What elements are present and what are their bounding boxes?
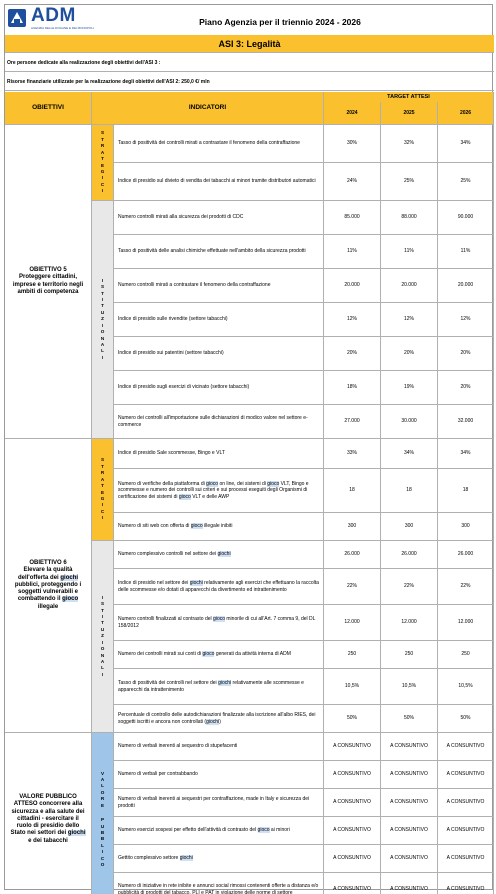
text-fragment: Numero di iniziative in rete inibite e annunci social rimossi contenenti offerte a distanza e/o pubblicità di prodotti del tabacco, PLI e PAT in violazione delle norme di settore — [118, 883, 319, 894]
block-label-ist — [92, 541, 114, 733]
target-value-2025: A CONSUNTIVO — [381, 789, 438, 817]
indicator-label — [118, 523, 232, 529]
target-value-2024: A CONSUNTIVO — [324, 761, 381, 789]
text-fragment: VLT, Bingo e scommesse e numero dei controlli sui criteri e sui processi eseguiti degli Organismi di certificazione dei sistemi di — [118, 481, 309, 500]
block-label-vp — [92, 733, 114, 894]
objective-fragment: OBIETTIVO 6 — [29, 560, 67, 567]
indicator-text — [114, 337, 324, 371]
label-letter: U — [100, 823, 105, 829]
document-title: Piano Agenzia per il triennio 2024 - 2026 — [199, 17, 361, 27]
header-year-2026: 2026 — [438, 102, 494, 125]
block-label-letters — [101, 457, 105, 521]
target-value-2026: 25% — [438, 163, 494, 201]
target-value-2024: A CONSUNTIVO — [324, 789, 381, 817]
objective-text — [9, 794, 87, 844]
indicator-text — [114, 513, 324, 541]
indicator-text — [114, 669, 324, 705]
target-value-2025: 50% — [381, 705, 438, 733]
target-value-2025: A CONSUNTIVO — [381, 845, 438, 873]
target-value-2024: 27.000 — [324, 405, 381, 439]
objective-fragment: Proteggere cittadini, imprese e territorio negli ambiti di competenza — [12, 274, 84, 295]
indicator-text — [114, 873, 324, 894]
text-fragment: Numero dei controlli mirati sui conti di — [118, 651, 203, 658]
indicator-label — [118, 743, 237, 749]
indicator-text — [114, 303, 324, 337]
indicator-text — [114, 235, 324, 269]
label-letter: I — [101, 671, 104, 677]
label-letter: S — [100, 130, 105, 136]
label-letter: T — [101, 136, 104, 142]
objective-fragment: Elevare la qualità dell'offerta dei — [17, 567, 73, 581]
indicator-label — [118, 282, 270, 288]
indicator-text — [114, 371, 324, 405]
indicator-text — [114, 541, 324, 569]
target-value-2026: 20% — [438, 337, 494, 371]
indicator-text — [114, 761, 324, 789]
header-year-2025: 2025 — [381, 102, 438, 125]
block-label-letters — [101, 595, 105, 678]
highlighted-term: gioco — [257, 827, 270, 834]
highlighted-term: giochi — [206, 718, 220, 725]
indicator-label — [118, 827, 290, 833]
indicator-label — [118, 316, 228, 322]
text-fragment: Numero di verbali inerenti ai sequestri per contraffazione, made in Italy e sicurezza dei prodotti — [118, 796, 310, 809]
label-letter: I — [101, 594, 104, 600]
target-value-2026: 26.000 — [438, 541, 494, 569]
indicator-label — [118, 140, 300, 146]
text-fragment: generati da attività interna di ADM — [214, 651, 291, 658]
label-letter: T — [101, 620, 104, 626]
highlighted-term: gioco — [267, 481, 280, 488]
text-fragment: Numero di verifiche della piattaforma di — [118, 481, 207, 488]
target-value-2024: 250 — [324, 641, 381, 669]
indicator-text — [114, 817, 324, 845]
target-value-2025: 20.000 — [381, 269, 438, 303]
target-value-2024: 18% — [324, 371, 381, 405]
document-header — [5, 5, 494, 35]
text-fragment: illegale inibiti — [202, 523, 233, 530]
indicator-text — [114, 845, 324, 873]
indicator-label — [118, 415, 319, 428]
target-value-2025: 10,5% — [381, 669, 438, 705]
label-letter: T — [101, 156, 104, 162]
target-value-2026: 10,5% — [438, 669, 494, 705]
label-letter: N — [100, 335, 105, 341]
target-value-2025: 300 — [381, 513, 438, 541]
target-value-2026: A CONSUNTIVO — [438, 789, 494, 817]
target-value-2025: 26.000 — [381, 541, 438, 569]
label-letter: C — [100, 508, 105, 514]
indicator-label — [118, 712, 319, 725]
target-value-2024: A CONSUNTIVO — [324, 873, 381, 894]
text-fragment: Indice di presidio Sale scommesse, Bingo e VLT — [118, 450, 225, 457]
adm-logo — [7, 7, 117, 31]
objective-text — [9, 560, 87, 610]
target-value-2025: 25% — [381, 163, 438, 201]
label-letter: R — [100, 143, 105, 149]
target-value-2025: A CONSUNTIVO — [381, 817, 438, 845]
label-letter: O — [100, 329, 105, 335]
label-letter: A — [100, 658, 105, 664]
text-fragment: Tasso di positività dei controlli nel settore dei — [118, 680, 219, 687]
indicator-label — [118, 680, 319, 693]
target-value-2024: A CONSUNTIVO — [324, 817, 381, 845]
text-fragment: minorile di cui all'Art. 7 comma 9, del DL 158/2012 — [118, 616, 316, 629]
target-value-2026: A CONSUNTIVO — [438, 761, 494, 789]
text-fragment: Indice di presidio sul divieto di vendita dei tabacchi ai minori tramite distributori automatici — [118, 178, 316, 185]
label-letter: I — [101, 297, 104, 303]
target-value-2026: 300 — [438, 513, 494, 541]
indicator-text — [114, 789, 324, 817]
label-letter: O — [100, 646, 105, 652]
target-value-2025: 20% — [381, 337, 438, 371]
label-letter: T — [101, 303, 104, 309]
target-value-2025: 88.000 — [381, 201, 438, 235]
label-letter: P — [100, 817, 105, 823]
label-letter: R — [100, 796, 105, 802]
indicator-text — [114, 469, 324, 513]
target-value-2024: 26.000 — [324, 541, 381, 569]
text-fragment: Numero esercizi sospesi per effetto dell'attività di contrasto del — [118, 827, 258, 834]
target-value-2025: 12% — [381, 303, 438, 337]
objective-fragment: illegale — [37, 603, 59, 610]
indicator-text — [114, 733, 324, 761]
target-value-2026: 22% — [438, 569, 494, 605]
target-value-2025: 30.000 — [381, 405, 438, 439]
text-fragment: relativamente alle scommesse e apparecchi da intrattenimento — [118, 680, 304, 693]
target-value-2025: A CONSUNTIVO — [381, 873, 438, 894]
highlighted-term: gioco — [178, 493, 191, 500]
target-value-2026: 34% — [438, 125, 494, 163]
label-letter: I — [101, 614, 104, 620]
target-value-2026: A CONSUNTIVO — [438, 873, 494, 894]
objective-fragment: OBIETTIVO 5 — [29, 267, 67, 274]
objective-2 — [5, 439, 92, 733]
objective-1 — [5, 125, 92, 439]
indicator-text — [114, 605, 324, 641]
highlighted-term: giochi — [217, 551, 231, 558]
target-value-2024: 20% — [324, 337, 381, 371]
label-letter: L — [101, 842, 104, 848]
target-value-2024: 10,5% — [324, 669, 381, 705]
target-value-2025: 250 — [381, 641, 438, 669]
indicator-text — [114, 705, 324, 733]
label-letter: S — [100, 284, 105, 290]
target-value-2024: 85.000 — [324, 201, 381, 235]
label-letter: A — [100, 476, 105, 482]
label-letter: I — [101, 277, 104, 283]
indicator-label — [118, 796, 319, 809]
label-letter: E — [100, 802, 105, 808]
highlighted-term: giochi — [218, 680, 232, 687]
target-value-2026: 32.000 — [438, 405, 494, 439]
text-fragment: Indice di presidio sui patentini (settore tabacchi) — [118, 350, 224, 357]
indicator-label — [118, 481, 319, 500]
label-letter: S — [100, 457, 105, 463]
indicator-label — [118, 883, 319, 894]
target-value-2024: 30% — [324, 125, 381, 163]
text-fragment: Numero controlli mirati a contrastare il fenomeno della contraffazione — [118, 282, 271, 289]
emblem-icon — [7, 8, 27, 28]
indicator-label — [118, 450, 225, 456]
logo-subtitle: AGENZIA DELLE DOGANE E DEI MONOPOLI — [31, 26, 94, 30]
indicator-text — [114, 125, 324, 163]
indicator-label — [118, 178, 316, 184]
logo-text: ADM — [31, 5, 76, 26]
text-fragment: relativamente agli esercizi che effettuano la raccolta delle scommesse e/o dotati di apparecchi da divertimento ed intrattenimento — [118, 580, 319, 593]
target-value-2024: 50% — [324, 705, 381, 733]
indicator-text — [114, 163, 324, 201]
label-letter: I — [101, 188, 104, 194]
text-fragment: Numero complessivo controlli nel settore dei — [118, 551, 218, 558]
label-letter: I — [101, 322, 104, 328]
text-fragment: Numero controlli mirati alla sicurezza dei prodotti di CDC — [118, 214, 244, 221]
target-value-2024: 22% — [324, 569, 381, 605]
label-letter: A — [100, 149, 105, 155]
target-value-2025: A CONSUNTIVO — [381, 733, 438, 761]
objective-fragment: VALORE PUBBLICO ATTESO concorrere alla sicurezza e alla salute dei cittadini - esercitare il ruolo di presidio dello Stato nei settori dei — [10, 794, 85, 837]
label-letter: I — [101, 515, 104, 521]
objective-text — [9, 267, 87, 296]
target-value-2025: 22% — [381, 569, 438, 605]
target-value-2026: 18 — [438, 469, 494, 513]
objective-fragment: pubblici, proteggendo i soggetti vulnerabili e combattendo il — [14, 581, 82, 603]
header-indicatori: INDICATORI — [92, 92, 324, 125]
target-value-2026: 11% — [438, 235, 494, 269]
target-value-2024: 20.000 — [324, 269, 381, 303]
indicator-text — [114, 201, 324, 235]
highlighted-term: giochi — [60, 574, 79, 581]
label-letter: A — [100, 777, 105, 783]
label-letter: U — [100, 309, 105, 315]
block-label-letters — [101, 278, 105, 361]
indicator-text — [114, 439, 324, 469]
target-value-2025: 34% — [381, 439, 438, 469]
target-value-2025: 32% — [381, 125, 438, 163]
target-value-2025: 19% — [381, 371, 438, 405]
block-label-strat — [92, 439, 114, 541]
label-letter: I — [101, 502, 104, 508]
target-value-2026: A CONSUNTIVO — [438, 845, 494, 873]
label-letter: T — [101, 483, 104, 489]
target-value-2024: 300 — [324, 513, 381, 541]
label-letter: B — [100, 829, 105, 835]
indicator-label — [118, 771, 198, 777]
label-letter: V — [100, 770, 105, 776]
text-fragment: on line, dei sistemi di — [218, 481, 268, 488]
target-value-2026: 12% — [438, 303, 494, 337]
indicator-label — [118, 616, 319, 629]
label-letter: N — [100, 652, 105, 658]
text-fragment: ai minori — [269, 827, 290, 834]
section-title: ASI 3: Legalità — [5, 35, 494, 53]
target-value-2025: 18 — [381, 469, 438, 513]
target-value-2024: 12.000 — [324, 605, 381, 641]
text-fragment: Tasso di positività delle analisi chimiche effettuate nell'ambito della sicurezza prodotti — [118, 248, 306, 255]
label-letter: C — [100, 855, 105, 861]
indicator-label — [118, 651, 291, 657]
text-fragment: Numero di verbali inerenti al sequestro di stupefacenti — [118, 743, 238, 750]
target-value-2026: 12.000 — [438, 605, 494, 641]
block-label-letters — [101, 130, 105, 194]
label-letter: E — [100, 162, 105, 168]
target-value-2024: 18 — [324, 469, 381, 513]
text-fragment: Tasso di positività dei controlli mirati a contrastare il fenomeno della contraffazione — [118, 140, 300, 147]
target-value-2025: 11% — [381, 235, 438, 269]
target-value-2026: 50% — [438, 705, 494, 733]
text-fragment: Percentuale di controllo delle autodichiarazioni finalizzate alla iscrizione all'albo RIES, dei soggetti iscritti e ancora non controllati ( — [118, 712, 316, 725]
label-letter: T — [101, 463, 104, 469]
target-value-2024: A CONSUNTIVO — [324, 733, 381, 761]
highlighted-term: giochi — [179, 855, 193, 862]
target-value-2024: 11% — [324, 235, 381, 269]
target-value-2026: 20% — [438, 371, 494, 405]
text-fragment: Numero controlli finalizzati al contrasto del — [118, 616, 214, 623]
block-label-ist — [92, 201, 114, 439]
target-value-2026: 20.000 — [438, 269, 494, 303]
highlighted-term: gioco — [213, 616, 225, 623]
indicator-label — [118, 248, 306, 254]
target-value-2025: A CONSUNTIVO — [381, 761, 438, 789]
highlighted-term: giochi — [67, 830, 86, 837]
label-letter: R — [100, 470, 105, 476]
text-fragment: Numero di verbali per contrabbando — [118, 771, 198, 778]
label-letter: I — [101, 354, 104, 360]
label-letter: B — [100, 836, 105, 842]
block-label-letters — [101, 771, 105, 869]
label-letter: Z — [101, 633, 104, 639]
label-letter: O — [100, 861, 105, 867]
label-letter: G — [100, 495, 105, 501]
objective-3 — [5, 733, 92, 894]
label-letter: T — [101, 607, 104, 613]
target-value-2026: 34% — [438, 439, 494, 469]
label-letter: S — [100, 601, 105, 607]
indicator-label — [118, 214, 243, 220]
target-value-2024: A CONSUNTIVO — [324, 845, 381, 873]
target-value-2024: 33% — [324, 439, 381, 469]
target-value-2024: 12% — [324, 303, 381, 337]
text-fragment: Indice di presidio sulle rivendite (settore tabacchi) — [118, 316, 228, 323]
header-target: TARGET ATTESI — [324, 92, 494, 102]
label-letter: L — [101, 348, 104, 354]
target-value-2026: 250 — [438, 641, 494, 669]
target-value-2026: 90.000 — [438, 201, 494, 235]
label-letter: O — [100, 789, 105, 795]
label-letter: L — [101, 665, 104, 671]
header-obiettivi: OBIETTIVI — [5, 92, 92, 125]
text-fragment: ) — [219, 718, 221, 725]
indicator-text — [114, 405, 324, 439]
label-letter: I — [101, 849, 104, 855]
text-fragment: Indice di presidio nel settore dei — [118, 580, 190, 587]
objective-fragment: e dei tabacchi — [28, 837, 68, 844]
label-letter: T — [101, 290, 104, 296]
indicator-label — [118, 350, 224, 356]
persone-label: Ore persone dedicate alla realizzazione degli obiettivi dell'ASI 3 : — [5, 54, 494, 72]
text-fragment: Numero dei controlli all'importazione sulle dichiarazioni di modico valore nel settore e-commerce — [118, 415, 308, 428]
label-letter: L — [101, 783, 104, 789]
indicator-text — [114, 569, 324, 605]
indicator-label — [118, 384, 249, 390]
label-letter: U — [100, 626, 105, 632]
indicator-label — [118, 855, 193, 861]
label-letter: E — [100, 489, 105, 495]
text-fragment: Indice di presidio sugli esercizi di vicinato (settore tabacchi) — [118, 384, 250, 391]
target-value-2025: 12.000 — [381, 605, 438, 641]
label-letter: I — [101, 639, 104, 645]
block-label-strat — [92, 125, 114, 201]
label-letter: A — [100, 341, 105, 347]
highlighted-term: gioco — [62, 596, 79, 603]
indicator-label — [118, 551, 231, 557]
text-fragment: VLT e delle AWP — [190, 493, 230, 500]
indicator-text — [114, 641, 324, 669]
label-letter: C — [100, 181, 105, 187]
text-fragment: Gettito complessivo settore — [118, 855, 180, 862]
document-page — [4, 4, 493, 894]
highlighted-term: gioco — [206, 481, 219, 488]
risorse-label: Risorse finanziarie utilizzate per la realizzazione degli obiettivi dell'ASI 2: 250,0 €/ mln — [5, 73, 494, 91]
target-value-2026: A CONSUNTIVO — [438, 733, 494, 761]
label-letter: G — [100, 168, 105, 174]
header-year-2024: 2024 — [324, 102, 381, 125]
text-fragment: Numero di siti web con offerta di — [118, 523, 191, 530]
target-value-2024: 24% — [324, 163, 381, 201]
target-value-2026: A CONSUNTIVO — [438, 817, 494, 845]
label-letter: I — [101, 175, 104, 181]
highlighted-term: gioco — [202, 651, 215, 658]
highlighted-term: gioco — [190, 523, 203, 530]
highlighted-term: giochi — [189, 580, 203, 587]
label-letter: Z — [101, 316, 104, 322]
indicator-text — [114, 269, 324, 303]
indicator-label — [118, 580, 319, 593]
